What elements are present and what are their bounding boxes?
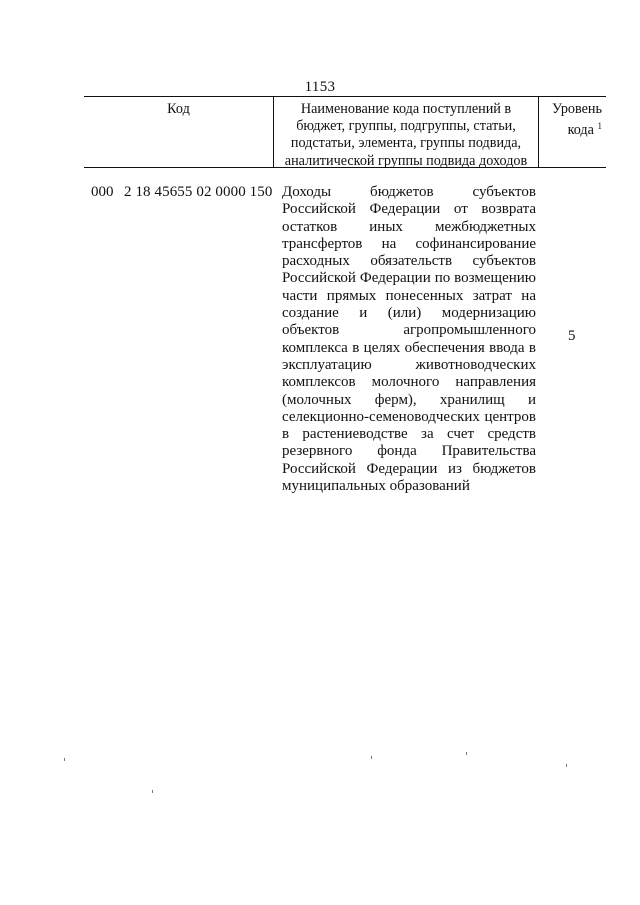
page-number: 1153 (304, 79, 336, 95)
income-name-line: эксплуатацию животноводческих (282, 356, 536, 373)
header-code-label: Код (167, 101, 190, 117)
header-level-column (539, 97, 606, 167)
code-level: 5 (568, 328, 576, 344)
scan-speck (371, 756, 372, 759)
footnote-marker: 1 (597, 121, 602, 132)
header-name-line: подстатьи, элемента, группы подвида, (290, 135, 522, 152)
income-name (282, 184, 536, 495)
income-name-line: Российской Федерации от возврата (282, 201, 536, 218)
income-name-line: Доходы бюджетов субъектов (282, 184, 536, 200)
income-name-line: трансфертов на софинансирование (282, 235, 536, 252)
header-level-label: Уровень (552, 101, 602, 117)
admin-code: 000 (91, 184, 114, 200)
header-level-word: кода (567, 122, 594, 139)
scan-speck (566, 764, 567, 767)
income-name-line: селекционно-семеноводческих центров (282, 408, 536, 425)
income-name-line: части прямых понесенных затрат на (282, 287, 536, 304)
income-code: 2 18 45655 02 0000 150 (124, 184, 273, 200)
income-name-line: резервного фонда Правительства (282, 443, 536, 460)
header-name-column (273, 97, 539, 167)
income-name-line: муниципальных образований (282, 478, 470, 495)
scan-speck (152, 790, 153, 793)
header-level-label-2 (539, 118, 602, 139)
income-name-line: Российской Федерации из бюджетов (282, 460, 536, 477)
income-name-line: создание и (или) модернизацию (282, 305, 536, 322)
income-name-line: объектов агропромышленного (282, 322, 536, 339)
header-name-line: аналитической группы подвида доходов (284, 152, 528, 169)
header-name-line: Наименование кода поступлений в (300, 101, 512, 117)
header-code-column (84, 97, 273, 171)
income-name-line: комплексов молочного направления (282, 374, 536, 391)
income-name-line: Российской Федерации по возмещению (282, 270, 536, 287)
scan-speck (64, 758, 65, 761)
income-name-line: в растениеводстве за счет средств (282, 426, 536, 443)
income-name-line: (молочных ферм), хранилищ и (282, 391, 536, 408)
income-name-line: расходных обязательств субъектов (282, 253, 536, 270)
income-name-line: остатков иных межбюджетных (282, 218, 536, 235)
header-name-line: бюджет, группы, подгруппы, статьи, (296, 118, 516, 135)
scan-speck (466, 752, 467, 755)
income-name-line: комплекса в целях обеспечения ввода в (282, 339, 536, 356)
table-header (84, 96, 606, 168)
